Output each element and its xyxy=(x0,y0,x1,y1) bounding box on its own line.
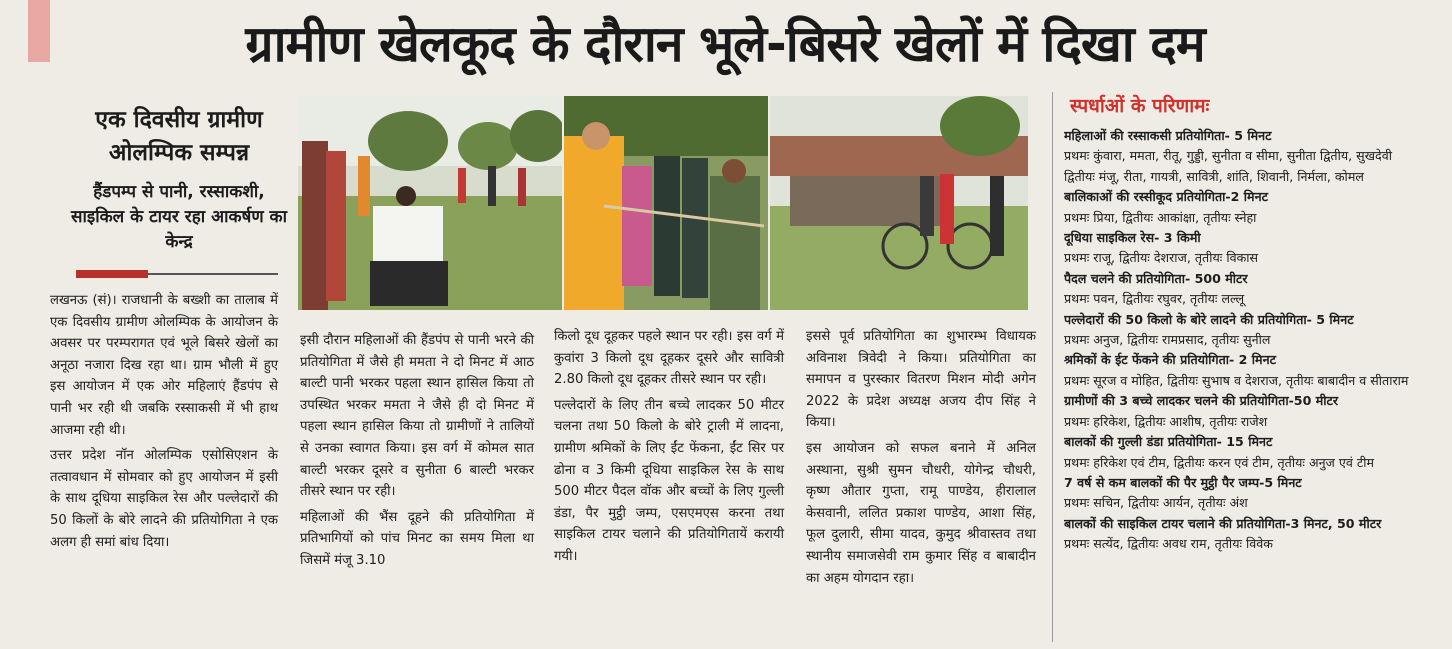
article-paragraph: पल्लेदारों के लिए तीन बच्चे लादकर 50 मीटर चलना तथा 50 किलो के बोरे ट्राली में लादना, ग्रामीण श्रमिकों के लिए ईंट फेंकना, ईंट सिर पर ढोना व 3 किमी दूधिया साइकिल रेस के साथ 500 मीटर पैदल वॉक और बच्चों के लिए गुल्ली डंडा, पैर मुट्ठी जम्प, एसएमएस करना तथा साइकिल टायर चलाने की प्रतियोगितायें करायी गयी। xyxy=(554,397,784,564)
divider-line xyxy=(148,273,278,275)
result-event-heading: पल्लेदारों की 50 किलो के बोरे लादने की प्रतियोगिता- 5 मिनट xyxy=(1064,311,1354,327)
headline: ग्रामीण खेलकूद के दौरान भूले-बिसरे खेलों में दिखा दम xyxy=(245,15,1205,73)
article-paragraph: लखनऊ (सं)। राजधानी के बख्शी का तालाब में एक दिवसीय ग्रामीण ओलम्पिक के आयोजन के अवसर पर परम्परागत एवं भूले बिसरे खेलों का अनूठा नजारा दिख रहा था। ग्राम भौली में हुए इस आयोजन में एक ओर महिलाएं हैंडपंप से पानी भर रही थी जबकि रस्साकसी में भी हाथ आजमा रही थी। xyxy=(50,293,278,438)
article-paragraph: किलो दूध दूहकर पहले स्थान पर रही। इस वर्ग में कुवांरा 3 किलो दूध दूहकर दूसरे और सावित्री 2.80 किलो दूध दूहकर तीसरे स्थान पर रही। xyxy=(554,329,784,388)
result-event-heading: बालकों की गुल्ली डंडा प्रतियोगिता- 15 मिनट xyxy=(1064,434,1273,450)
result-event-heading: महिलाओं की रस्साकसी प्रतियोगिता- 5 मिनट xyxy=(1064,128,1272,143)
result-event-heading: दूधिया साइकिल रेस- 3 किमी xyxy=(1064,230,1201,246)
result-winners: प्रथमः अनुज, द्वितीयः रामप्रसाद, तृतीयः सुनील xyxy=(1064,332,1271,348)
result-winners: प्रथमः कुंवारा, ममता, रीतू, गुड्डी, सुनीता व सीमा, सुनीता द्वितीय, सुखदेवी xyxy=(1064,148,1392,164)
column-divider xyxy=(1052,92,1053,642)
subheading: एक दिवसीय ग्रामीण ओलम्पिक सम्पन्न xyxy=(95,107,263,166)
photo-handpump-event xyxy=(298,96,562,310)
subheading-secondary: हैंडपम्प से पानी, रस्साकशी, साइकिल के टायर रहा आकर्षण का केन्द्र xyxy=(70,182,288,252)
photo-cycle-race xyxy=(770,96,1028,310)
result-winners: प्रथमः हरिकेश, द्वितीयः आशीष, तृतीयः राजेश xyxy=(1064,413,1268,429)
article-column-4 xyxy=(806,326,1036,589)
result-event-heading: पैदल चलने की प्रतियोगिता- 500 मीटर xyxy=(1064,270,1248,286)
result-event-heading: श्रमिकों के ईट फेंकने की प्रतियोगिता- 2 मिनट xyxy=(1064,352,1276,368)
article-column-1 xyxy=(50,290,278,553)
result-event-heading: बालकों की साइकिल टायर चलाने की प्रतियोगिता-3 मिनट, 50 मीटर xyxy=(1064,515,1382,531)
results-title: स्पर्धाओं के परिणामः xyxy=(1070,95,1210,117)
result-winners: प्रथमः राजू, द्वितीयः देशराज, तृतीयः विकास xyxy=(1064,250,1259,266)
result-winners: प्रथमः सूरज व मोहित, द्वितीयः सुभाष व देशराज, तृतीयः बाबादीन व सीताराम xyxy=(1064,372,1409,388)
photo-tug-of-war xyxy=(564,96,768,310)
article-paragraph: इससे पूर्व प्रतियोगिता का शुभारम्भ विधायक अविनाश त्रिवेदी ने किया। प्रतियोगिता का समापन व पुरस्कार वितरण मिशन मोदी अगेन 2022 के प्रदेश अध्यक्ष अजय दीप सिंह ने किया। xyxy=(806,329,1036,431)
accent-red-bar xyxy=(76,270,148,278)
article-paragraph: इस आयोजन को सफल बनाने में अनिल अस्थाना, सुश्री सुमन चौधरी, योगेन्द्र चौधरी, कृष्ण औतार गुप्ता, रामू पाण्डेय, हीरालाल केसवानी, ललित प्रकाश पाण्डेय, आशा सिंह, फूल दुलारी, सीमा यादव, कुमुद श्रीवास्तव तथा स्थानीय समाजसेवी राम कुमार सिंह व बाबादीन का अहम योगदान रहा। xyxy=(806,440,1036,586)
article-column-2 xyxy=(300,330,534,572)
result-event-heading: बालिकाओं की रस्सीकूद प्रतियोगिता-2 मिनट xyxy=(1064,189,1268,205)
result-winners: प्रथमः हरिकेश एवं टीम, द्वितीयः करन एवं टीम, तृतीयः अनुज एवं टीम xyxy=(1064,454,1375,470)
result-winners: प्रथमः सत्येंद, द्वितीयः अवध राम, तृतीयः विवेक xyxy=(1064,536,1273,552)
result-winners: प्रथमः सचिन, द्वितीयः आर्यन, तृतीयः अंश xyxy=(1064,495,1248,511)
result-winners: प्रथमः प्रिया, द्वितीयः आकांक्षा, तृतीयः स्नेहा xyxy=(1064,209,1257,225)
margin-red-strip xyxy=(28,0,50,62)
result-event-heading: ग्रामीणों की 3 बच्चे लादकर चलने की प्रतियोगिता-50 मीटर xyxy=(1064,393,1339,409)
article-column-3 xyxy=(554,326,784,568)
result-winners: प्रथमः पवन, द्वितीयः रघुवर, तृतीयः लल्लू xyxy=(1064,291,1245,307)
results-list xyxy=(1064,126,1450,555)
result-winners: द्वितीयः मंजू, रीता, गायत्री, सावित्री, शांति, शिवानी, निर्मला, कोमल xyxy=(1064,168,1364,184)
article-paragraph: महिलाओं की भैंस दूहने की प्रतियोगिता में प्रतिभागियों को पांच मिनट का समय मिला था जिसमें मंजू 3.10 xyxy=(300,509,534,568)
result-event-heading: 7 वर्ष से कम बालकों की पैर मुट्ठी पैर जम्प-5 मिनट xyxy=(1064,474,1302,490)
article-paragraph: उत्तर प्रदेश नॉन ओलम्पिक एसोसिएशन के तत्वावधान में सोमवार को हुए आयोजन में इसी के साथ दूधिया साइकिल रेस और पल्लेदारों की 50 किलों के बोरे लादने की प्रतियोगिता ने एक अलग ही समां बांध दिया। xyxy=(50,448,278,550)
article-paragraph: इसी दौरान महिलाओं की हैंडपंप से पानी भरने की प्रतियोगिता में जैसे ही ममता ने दो मिनट में आठ बाल्टी पानी भरकर पहला स्थान हासिल किया तो उपस्थित भरकर ममता ने जैसे ही दो मिनट में पहला स्थान हासिल किया तो ग्रामीणों ने तालियों से उनका स्वागत किया। इस वर्ग में कोमल सात बाल्टी भरकर दूसरे व सुनीता 6 बाल्टी भरकर तीसरे स्थान पर रही। xyxy=(300,333,534,500)
